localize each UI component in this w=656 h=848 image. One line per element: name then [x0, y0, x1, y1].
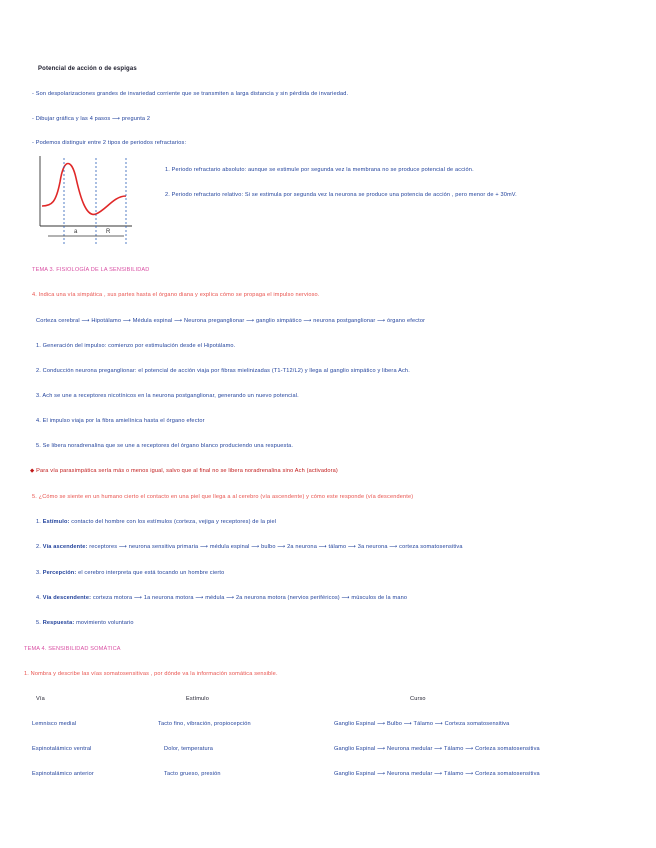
step2-text: receptores ⟶ neurona sensitiva primaria ⟶ médula espinal ⟶ bulbo ⟶ 2a neurona ⟶ tálamo ⟶ 3a neurona ⟶ corteza somatosensitiva — [89, 544, 463, 550]
action-potential-graph — [34, 152, 134, 248]
step-4: 4. El impulso viaja por la fibra amielínica hasta el órgano efector — [36, 418, 205, 424]
action-potential-curve — [42, 164, 126, 215]
step2-label: Respuesta: — [42, 620, 75, 626]
step2-label: Percepción: — [42, 570, 77, 576]
step-3: 3. Ach se une a receptores nicotínicos en la neurona postganglionar, generando un nuevo potencial. — [36, 393, 299, 399]
table-cell-via: Espinotalámico anterior — [32, 771, 94, 777]
table-cell-via: Lemnisco medial — [32, 721, 77, 727]
step2-num: 1. — [36, 519, 41, 525]
bullet-refractory: - Podemos distinguir entre 2 tipos de periodos refractarios: — [32, 140, 187, 146]
step2-label: Vía ascendente: — [42, 544, 88, 550]
step2-3 — [36, 570, 224, 576]
table-cell-estimulo: Tacto grueso, presión — [164, 771, 221, 777]
bullet-definition: - Son despolarizaciones grandes de invariedad corriente que se transmiten a larga distancia y sin pérdida de invariedad. — [32, 91, 349, 97]
tema3-heading: TEMA 3. FISIOLOGÍA DE LA SENSIBILIDAD — [32, 267, 150, 273]
table-cell-via: Espinotalámico ventral — [32, 746, 92, 752]
table-cell-estimulo: Dolor, temperatura — [164, 746, 214, 752]
step2-text: corteza motora ⟶ 1a neurona motora ⟶ médula ⟶ 2a neurona motora (nervios periféricos) ⟶ músculos de la mano — [92, 595, 408, 601]
period-absolute: 1. Periodo refractario absoluto: aunque se estimule por segunda vez la membrana no se produce potencial de acción. — [165, 167, 474, 173]
step2-4 — [36, 595, 407, 601]
period-relative: 2. Periodo refractario relativo: Si se estimula por segunda vez la neurona se produce una potencia de acción , pero menor de + 30mV. — [165, 192, 517, 198]
sympathetic-pathway: Corteza cerebral ⟶ Hipotálamo ⟶ Médula espinal ⟶ Neurona preganglionar ⟶ ganglio simpático ⟶ neurona postganglionar ⟶ órgano efector — [36, 318, 426, 324]
tema4-heading: TEMA 4. SENSIBILIDAD SOMÁTICA — [24, 646, 121, 652]
step2-label: Estímulo: — [42, 519, 70, 525]
step-5: 5. Se libera noradrenalina que se une a receptores del órgano blanco produciendo una respuesta. — [36, 443, 294, 449]
label-relative-period: R — [106, 229, 111, 235]
step2-num: 4. — [36, 595, 41, 601]
step2-2 — [36, 544, 463, 550]
step2-text: movimiento voluntario — [76, 620, 134, 626]
tema3-question: 4. Indica una vía simpática , sus partes hasta el órgano diana y explica cómo se propaga el impulso nervioso. — [32, 292, 320, 298]
step-1: 1. Generación del impulso: comienzo por estimulación desde el Hipotálamo. — [36, 343, 236, 349]
step2-text: contacto del hombre con los estímulos (corteza, vejiga y receptores) de la piel — [71, 519, 277, 525]
table-cell-curso: Ganglio Espinal ⟶ Neurona medular ⟶ Tálamo ⟶ Corteza somatosensitiva — [334, 746, 540, 752]
step-2: 2. Conducción neurona preganglionar: el potencial de acción viaja por fibras mielinizadas (T1-T12/L2) y llega al ganglio simpático y libera Ach. — [36, 368, 410, 374]
step2-text: el cerebro interpreta que está tocando un hombre cierto — [78, 570, 225, 576]
step2-label: Vía descendente: — [42, 595, 92, 601]
table-cell-estimulo: Tacto fino, vibración, propiocepción — [158, 721, 251, 727]
tema3-question2: 5. ¿Cómo se siente en un humano cierto el contacto en una piel que llega a al cerebro (vía ascendente) y cómo este responde (vía descendente) — [32, 494, 414, 500]
step2-num: 2. — [36, 544, 41, 550]
parasympathetic-note: ◆ Para vía parasimpática sería más o menos igual, salvo que al final no se libera noradrenalina sino Ach (activadora) — [30, 468, 338, 474]
label-absolute-period: a — [74, 229, 78, 235]
step2-5 — [36, 620, 134, 626]
step2-num: 5. — [36, 620, 41, 626]
step2-1 — [36, 519, 276, 525]
table-header-curso: Curso — [410, 696, 426, 702]
table-cell-curso: Ganglio Espinal ⟶ Neurona medular ⟶ Tálamo ⟶ Corteza somatosensitiva — [334, 771, 540, 777]
step2-num: 3. — [36, 570, 41, 576]
bullet-graph: - Dibujar gráfica y las 4 pasos ⟶ pregunta 2 — [32, 116, 151, 122]
table-header-estimulo: Estímulo — [186, 696, 209, 702]
tema4-question: 1. Nombra y describe las vías somatosensitivas , por dónde va la información somática sensible. — [24, 671, 278, 677]
page-title: Potencial de acción o de espigas — [38, 66, 137, 72]
table-header-via: Vía — [36, 696, 45, 702]
table-cell-curso: Ganglio Espinal ⟶ Bulbo ⟶ Tálamo ⟶ Corteza somatosensitiva — [334, 721, 510, 727]
